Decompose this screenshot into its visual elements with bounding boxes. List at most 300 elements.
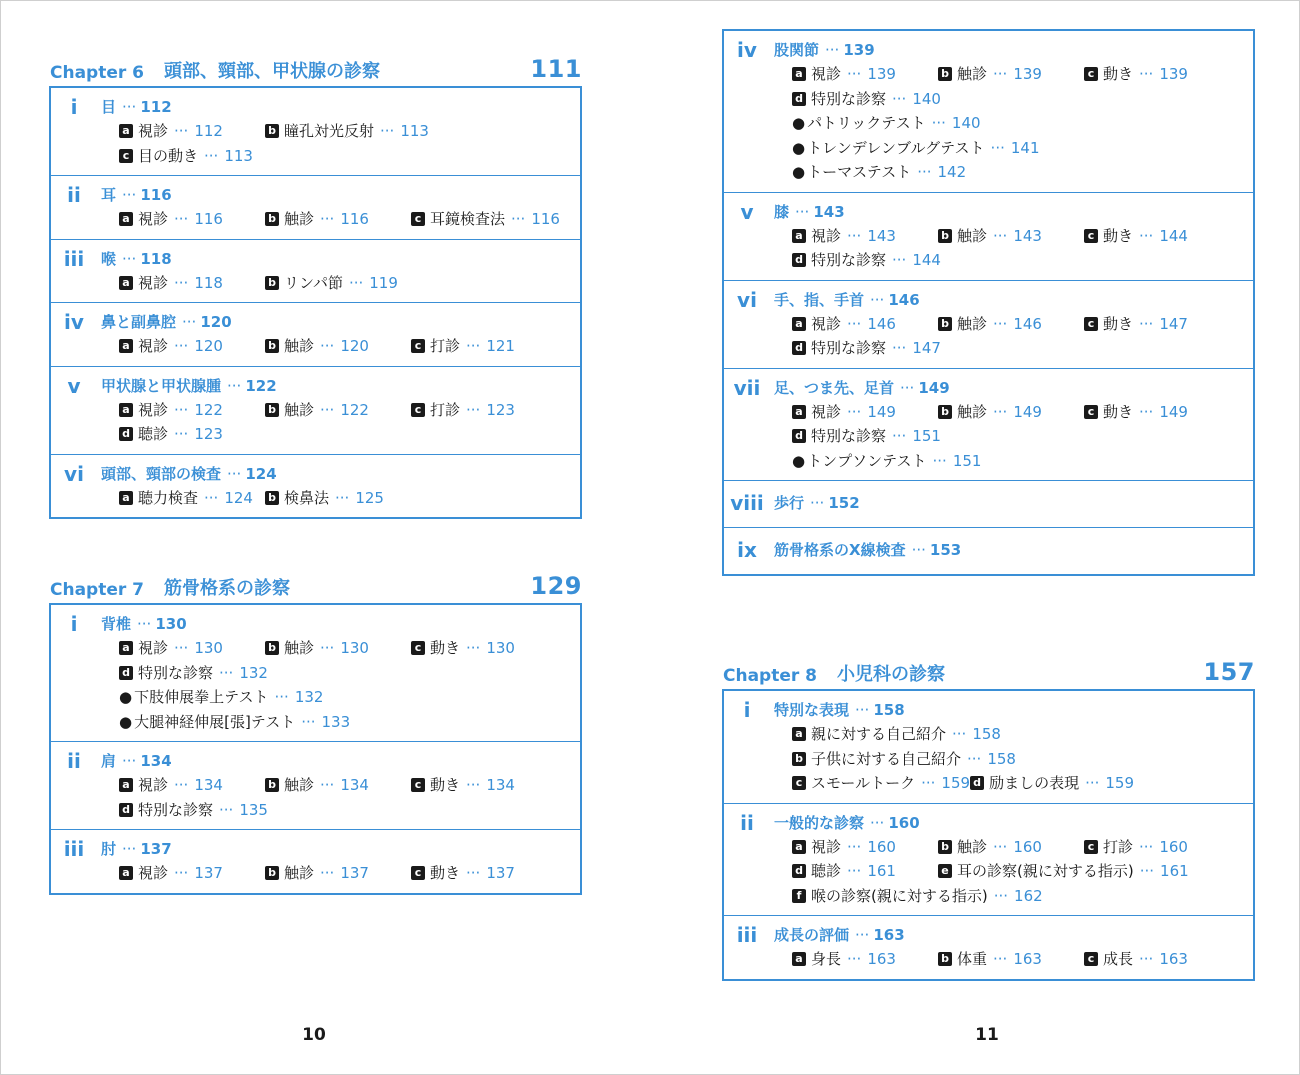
toc-item[interactable] <box>938 62 1084 87</box>
section-title-text: 甲状腺と甲状腺腫 <box>101 376 222 395</box>
item-page-number: 113 <box>224 146 253 165</box>
toc-item[interactable] <box>1084 835 1188 860</box>
section-numeral: iii <box>63 837 85 861</box>
chapter-header <box>722 656 1255 686</box>
item-row <box>101 398 580 423</box>
item-text: 子供に対する自己紹介 <box>811 749 962 768</box>
toc-item[interactable] <box>265 334 411 359</box>
item-text: 耳鏡検査法 <box>430 210 506 228</box>
item-page-number: 119 <box>369 273 398 292</box>
toc-item[interactable] <box>119 636 265 661</box>
section-numeral: vi <box>737 287 757 312</box>
item-page-number: 124 <box>224 488 253 507</box>
toc-item[interactable] <box>119 710 350 735</box>
item-text: 大腿神経伸展[張]テスト <box>134 712 296 731</box>
item-text: 検鼻法 <box>284 488 330 507</box>
item-page-number: 144 <box>912 251 941 269</box>
section-title-text: 足、つま先、足首 <box>774 378 895 397</box>
toc-item[interactable] <box>792 424 941 449</box>
section-numeral: ii <box>67 183 81 207</box>
item-text: 視診 <box>138 776 169 794</box>
leader-dots: ··· <box>182 313 197 331</box>
chapter-7 <box>49 570 582 895</box>
toc-item[interactable] <box>792 136 1040 161</box>
section-numeral: i <box>743 698 751 722</box>
item-page: ··· 120 <box>320 337 369 355</box>
section-page: 146 <box>888 290 920 309</box>
item-page: ··· 134 <box>320 776 369 794</box>
item-page-number: 116 <box>340 210 369 228</box>
item-text: 視診 <box>811 402 842 421</box>
item-text: 触診 <box>957 226 988 245</box>
toc-item[interactable] <box>938 400 1084 425</box>
section-title[interactable] <box>101 837 580 861</box>
chapter-6 <box>49 53 582 519</box>
item-page: ··· 137 <box>466 864 515 882</box>
letter-badge-icon: c <box>1084 405 1098 419</box>
item-page: ··· 134 <box>466 776 515 794</box>
toc-item[interactable] <box>792 160 966 185</box>
letter-badge-icon: a <box>792 727 806 741</box>
section-title[interactable] <box>774 200 1253 224</box>
item-page: ··· 112 <box>174 122 223 140</box>
toc-item[interactable] <box>792 224 938 249</box>
section-title[interactable] <box>101 95 580 119</box>
section-page: 112 <box>140 98 172 116</box>
letter-badge-icon: d <box>970 776 984 790</box>
chapter-page: 111 <box>530 55 582 83</box>
item-text: 喉の診察(親に対する指示) <box>811 886 988 905</box>
item-page: ··· 161 <box>847 862 896 880</box>
toc-item[interactable] <box>792 947 938 972</box>
toc-item[interactable] <box>792 722 1001 747</box>
section-page: 143 <box>813 202 845 221</box>
letter-badge-icon: b <box>938 317 952 331</box>
item-page: ··· 118 <box>174 273 223 292</box>
leader-dots: ··· <box>122 98 137 116</box>
letter-badge-icon: c <box>411 866 425 880</box>
item-text: 触診 <box>284 337 315 355</box>
item-page: ··· 149 <box>993 402 1042 421</box>
item-page-number: 163 <box>867 950 896 968</box>
item-page-number: 113 <box>400 122 429 140</box>
section-title-text: 頭部、頸部の検査 <box>101 464 222 483</box>
letter-badge-icon: b <box>265 212 279 226</box>
item-page: ··· 137 <box>174 864 223 882</box>
item-row <box>774 771 1253 796</box>
item-page: ··· 130 <box>320 639 369 657</box>
toc-item[interactable] <box>119 334 265 359</box>
toc-section <box>51 605 580 741</box>
item-page-number: 160 <box>1159 837 1188 856</box>
chapter-header <box>49 570 582 600</box>
item-page: ··· 133 <box>301 712 351 731</box>
letter-badge-icon: c <box>411 339 425 353</box>
section-title-text: 手、指、手首 <box>774 290 865 309</box>
section-title[interactable] <box>774 698 1253 722</box>
item-text: 視診 <box>138 864 169 882</box>
toc-item[interactable] <box>119 271 265 296</box>
letter-badge-icon: a <box>119 124 133 138</box>
item-text: 触診 <box>284 210 315 228</box>
toc-item[interactable] <box>1084 312 1188 337</box>
section-numeral: vii <box>733 375 761 400</box>
section-page: 122 <box>245 376 277 395</box>
toc-item[interactable] <box>119 773 265 798</box>
item-page-number: 139 <box>867 65 896 83</box>
toc-item[interactable] <box>792 859 938 884</box>
bullet-icon: ● <box>119 712 133 731</box>
letter-badge-icon: b <box>265 778 279 792</box>
toc-item[interactable] <box>792 336 941 361</box>
toc-item[interactable] <box>119 398 265 423</box>
item-page: ··· 123 <box>174 425 223 443</box>
item-row <box>774 62 1253 87</box>
item-text: 動き <box>430 776 461 794</box>
letter-badge-icon: a <box>119 778 133 792</box>
letter-badge-icon: a <box>119 339 133 353</box>
item-row <box>101 144 580 169</box>
section-title-text: 耳 <box>101 186 117 204</box>
item-page: ··· 149 <box>847 402 896 421</box>
toc-item[interactable] <box>792 248 941 273</box>
toc-item[interactable] <box>1084 947 1188 972</box>
toc-item[interactable] <box>265 861 411 886</box>
section-title[interactable] <box>101 247 580 271</box>
item-text: 特別な診察 <box>138 800 214 819</box>
leader-dots: ··· <box>227 376 242 395</box>
item-page-number: 162 <box>1014 886 1043 905</box>
item-page-number: 134 <box>194 776 223 794</box>
item-text: 動き <box>1103 226 1134 245</box>
item-page-number: 140 <box>912 89 941 108</box>
section-page: 118 <box>140 249 172 268</box>
item-row <box>774 400 1253 425</box>
item-page-number: 163 <box>1159 950 1188 968</box>
toc-item[interactable] <box>792 62 938 87</box>
toc-item[interactable] <box>792 884 1043 909</box>
section-title[interactable] <box>774 38 1253 62</box>
item-page: ··· 124 <box>204 488 253 507</box>
toc-section <box>724 527 1253 574</box>
toc-item[interactable] <box>265 486 384 511</box>
item-text: 視診 <box>138 400 169 419</box>
section-title-text: 成長の評価 <box>774 926 850 944</box>
item-page: ··· 121 <box>466 337 515 355</box>
toc-item[interactable] <box>411 861 515 886</box>
toc-section <box>724 803 1253 916</box>
item-text: 打診 <box>1103 837 1134 856</box>
item-row <box>101 710 580 735</box>
item-page-number: 158 <box>972 725 1001 743</box>
section-title[interactable] <box>101 462 580 486</box>
section-title[interactable] <box>101 612 580 636</box>
item-row <box>101 334 580 359</box>
toc-item[interactable] <box>938 947 1084 972</box>
letter-badge-icon: a <box>119 641 133 655</box>
item-page-number: 159 <box>1105 774 1135 792</box>
toc-item[interactable] <box>119 422 223 447</box>
section-numeral: i <box>70 612 78 636</box>
item-text: 聴診 <box>811 862 842 880</box>
section-title[interactable] <box>774 288 1253 312</box>
item-text: 動き <box>430 864 461 882</box>
section-page: 120 <box>200 313 232 331</box>
section-title[interactable] <box>774 376 1253 400</box>
leader-dots: ··· <box>900 378 915 397</box>
section-numeral: v <box>67 373 81 398</box>
toc-section <box>51 454 580 518</box>
item-page-number: 144 <box>1159 226 1188 245</box>
item-text: トーマステスト <box>807 163 912 181</box>
toc-section <box>51 175 580 239</box>
section-title-text: 一般的な診察 <box>774 813 865 832</box>
toc-item[interactable] <box>411 207 560 232</box>
item-text: 視診 <box>811 314 842 333</box>
toc-section <box>724 280 1253 368</box>
section-title[interactable] <box>101 183 580 207</box>
chapter-label: Chapter 7 <box>50 580 145 600</box>
toc-item[interactable] <box>792 835 938 860</box>
toc-item[interactable] <box>792 111 981 136</box>
letter-badge-icon: a <box>792 840 806 854</box>
item-row <box>774 224 1253 249</box>
item-text: 視診 <box>138 639 169 657</box>
item-page: ··· 116 <box>320 210 369 228</box>
item-row <box>101 271 580 296</box>
toc-item[interactable] <box>411 773 515 798</box>
toc-item[interactable] <box>411 636 515 661</box>
toc-box <box>722 689 1255 981</box>
item-text: 励ましの表現 <box>989 774 1080 792</box>
item-text: 耳の診察(親に対する指示) <box>957 862 1134 880</box>
section-title[interactable] <box>101 310 580 334</box>
section-page: 139 <box>843 41 875 59</box>
page-number-left: 10 <box>302 1025 326 1045</box>
letter-badge-icon: c <box>1084 67 1098 81</box>
toc-item[interactable] <box>265 773 411 798</box>
item-row <box>101 861 580 886</box>
item-text: 触診 <box>957 837 988 856</box>
section-title-text: 目 <box>101 98 117 116</box>
item-page: ··· 122 <box>174 400 223 419</box>
toc-item[interactable] <box>792 747 1016 772</box>
toc-item[interactable] <box>265 398 411 423</box>
item-text: 聴診 <box>138 425 169 443</box>
toc-item[interactable] <box>938 835 1084 860</box>
item-page-number: 160 <box>1013 837 1042 856</box>
section-page: 149 <box>918 378 950 397</box>
leader-dots: ··· <box>122 840 137 858</box>
item-text: スモールトーク <box>811 774 916 792</box>
toc-item[interactable] <box>938 859 1189 884</box>
section-title-text: 肩 <box>101 752 117 770</box>
toc-item[interactable] <box>792 87 941 112</box>
toc-item[interactable] <box>119 798 268 823</box>
item-page: ··· 163 <box>993 950 1042 968</box>
item-page-number: 116 <box>531 210 560 228</box>
item-row <box>101 422 580 447</box>
item-page-number: 137 <box>194 864 223 882</box>
item-page-number: 142 <box>937 163 967 181</box>
section-title-text: 鼻と副鼻腔 <box>101 313 177 331</box>
item-page: ··· 140 <box>931 114 981 132</box>
item-page-number: 146 <box>1013 314 1042 333</box>
letter-badge-icon: a <box>792 952 806 966</box>
item-row <box>774 248 1253 273</box>
item-page-number: 125 <box>355 488 384 507</box>
letter-badge-icon: b <box>938 229 952 243</box>
item-page: ··· 160 <box>993 837 1042 856</box>
toc-box <box>722 29 1255 576</box>
item-page: ··· 159 <box>921 774 971 792</box>
item-row <box>101 773 580 798</box>
toc-item[interactable] <box>411 334 515 359</box>
chapter-title: 小児科の診察 <box>837 664 946 685</box>
toc-item[interactable] <box>1084 62 1188 87</box>
letter-badge-icon: d <box>119 803 133 817</box>
letter-badge-icon: a <box>119 866 133 880</box>
letter-badge-icon: a <box>119 212 133 226</box>
toc-section <box>724 691 1253 803</box>
item-page: ··· 147 <box>1139 314 1188 333</box>
toc-item[interactable] <box>1084 224 1188 249</box>
section-numeral: ii <box>67 749 81 773</box>
item-text: 下肢伸展拳上テスト <box>134 688 269 706</box>
letter-badge-icon: a <box>792 229 806 243</box>
toc-item[interactable] <box>792 312 938 337</box>
item-row <box>101 636 580 661</box>
item-text: パトリックテスト <box>807 114 926 132</box>
toc-item[interactable] <box>119 207 265 232</box>
letter-badge-icon: b <box>265 866 279 880</box>
section-numeral: iii <box>736 923 758 947</box>
item-page-number: 123 <box>486 400 515 419</box>
section-title[interactable] <box>774 923 1253 947</box>
toc-item[interactable] <box>1084 400 1188 425</box>
item-text: 視診 <box>811 226 842 245</box>
toc-item[interactable] <box>119 685 323 710</box>
item-text: 特別な診察 <box>811 339 887 357</box>
item-page-number: 158 <box>987 749 1016 768</box>
chapter-8 <box>722 656 1255 981</box>
leader-dots: ··· <box>810 494 825 512</box>
section-title[interactable] <box>774 811 1253 835</box>
item-page: ··· 158 <box>952 725 1001 743</box>
section-title[interactable] <box>101 749 580 773</box>
section-page: 153 <box>929 541 962 559</box>
section-numeral: viii <box>730 491 764 515</box>
toc-item[interactable] <box>792 449 981 474</box>
item-page-number: 130 <box>486 639 515 657</box>
section-numeral: vi <box>64 461 84 486</box>
toc-item[interactable] <box>119 144 253 169</box>
toc-item[interactable] <box>119 486 265 511</box>
toc-section <box>51 829 580 893</box>
bullet-icon: ● <box>792 163 806 181</box>
item-page: ··· 151 <box>932 451 982 470</box>
bullet-icon: ● <box>792 451 806 470</box>
item-page: ··· 120 <box>174 337 223 355</box>
leader-dots: ··· <box>122 249 137 268</box>
letter-badge-icon: d <box>119 427 133 441</box>
section-page: 160 <box>888 813 920 832</box>
toc-section <box>51 302 580 366</box>
section-title[interactable] <box>774 538 1253 562</box>
item-row <box>774 160 1253 185</box>
item-text: トンプソンテスト <box>807 451 927 470</box>
item-text: リンパ節 <box>284 273 343 292</box>
toc-item[interactable] <box>265 119 429 144</box>
item-page-number: 122 <box>340 400 369 419</box>
toc-item[interactable] <box>119 119 265 144</box>
toc-item[interactable] <box>119 661 268 686</box>
item-page-number: 134 <box>340 776 369 794</box>
letter-badge-icon: d <box>792 429 806 443</box>
item-page-number: 121 <box>486 337 515 355</box>
letter-badge-icon: c <box>792 776 806 790</box>
item-page-number: 160 <box>867 837 896 856</box>
letter-badge-icon: b <box>265 276 279 290</box>
item-page-number: 147 <box>1159 314 1188 333</box>
toc-item[interactable] <box>265 207 411 232</box>
toc-item[interactable] <box>265 636 411 661</box>
letter-badge-icon: b <box>938 67 952 81</box>
toc-item[interactable] <box>792 771 970 796</box>
letter-badge-icon: f <box>792 889 806 903</box>
toc-item[interactable] <box>411 398 515 423</box>
toc-item[interactable] <box>792 400 938 425</box>
toc-item[interactable] <box>265 271 398 296</box>
item-page-number: 161 <box>867 862 896 880</box>
item-page-number: 159 <box>941 774 971 792</box>
item-page: ··· 122 <box>320 400 369 419</box>
item-text: 体重 <box>957 950 988 968</box>
item-page: ··· 141 <box>990 138 1040 157</box>
item-page-number: 139 <box>1159 65 1188 83</box>
toc-item[interactable] <box>938 224 1084 249</box>
item-page: ··· 113 <box>380 122 429 140</box>
letter-badge-icon: a <box>792 67 806 81</box>
section-numeral: i <box>70 95 78 119</box>
section-numeral: ix <box>737 538 757 562</box>
toc-item[interactable] <box>938 312 1084 337</box>
item-page: ··· 161 <box>1139 862 1189 880</box>
section-title[interactable] <box>101 374 580 398</box>
section-title[interactable] <box>774 491 1253 515</box>
item-page-number: 140 <box>951 114 981 132</box>
toc-item[interactable] <box>119 861 265 886</box>
item-page-number: 139 <box>1013 65 1042 83</box>
letter-badge-icon: b <box>938 840 952 854</box>
leader-dots: ··· <box>227 464 242 483</box>
item-page-number: 122 <box>194 400 223 419</box>
letter-badge-icon: a <box>119 491 133 505</box>
item-text: 触診 <box>957 314 988 333</box>
toc-item[interactable] <box>970 771 1134 796</box>
item-page-number: 132 <box>294 688 324 706</box>
item-page-number: 134 <box>486 776 515 794</box>
item-page-number: 137 <box>340 864 369 882</box>
toc-box <box>49 603 582 895</box>
letter-badge-icon: c <box>1084 952 1098 966</box>
item-page: ··· 137 <box>320 864 369 882</box>
item-text: 特別な診察 <box>811 427 887 445</box>
item-page: ··· 144 <box>1139 226 1188 245</box>
item-text: 動き <box>1103 402 1134 421</box>
item-text: 特別な診察 <box>138 663 214 682</box>
leader-dots: ··· <box>825 41 840 59</box>
